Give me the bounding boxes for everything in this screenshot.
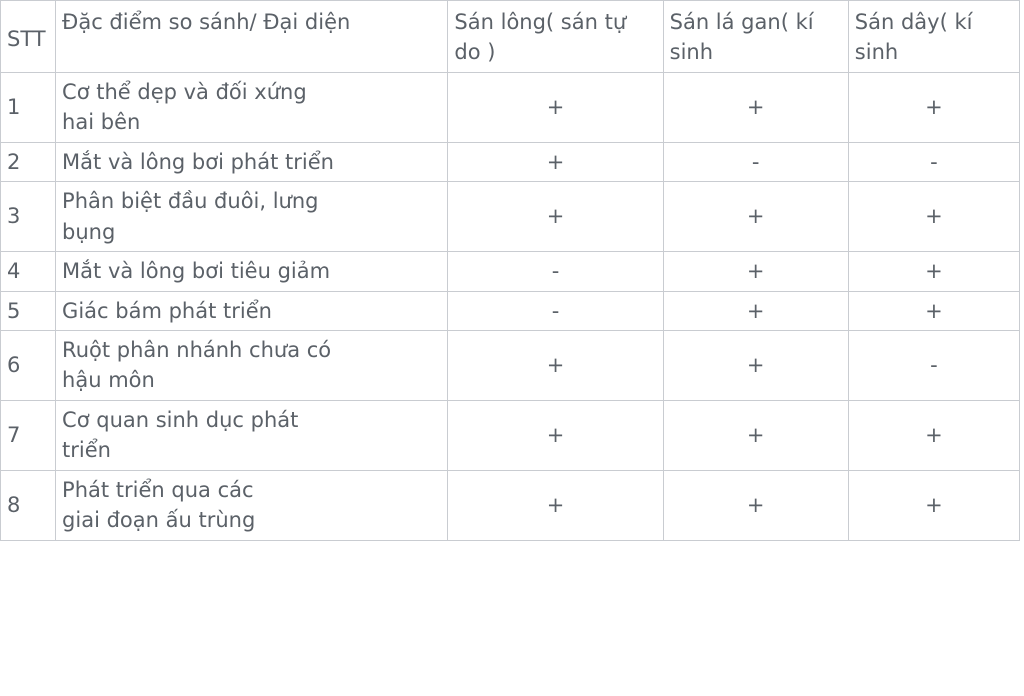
feature-line-1: Giác bám phát triển: [62, 298, 272, 323]
feature-line-1: Phân biệt đầu đuôi, lưng: [62, 189, 319, 214]
cell-san-long: +: [448, 470, 663, 540]
table-row: [1, 400, 1020, 470]
cell-san-day: +: [848, 182, 1019, 252]
feature-line-2: hậu môn: [62, 368, 155, 393]
cell-san-day: -: [848, 330, 1019, 400]
feature-line-1: Ruột phân nhánh chưa có: [62, 337, 332, 362]
cell-san-la-gan: +: [663, 330, 848, 400]
cell-san-day: +: [848, 470, 1019, 540]
cell-san-long: -: [448, 291, 663, 330]
row-index: 2: [1, 142, 56, 181]
row-index: 1: [1, 72, 56, 142]
cell-san-long: +: [448, 72, 663, 142]
row-index: 7: [1, 400, 56, 470]
cell-san-la-gan: +: [663, 400, 848, 470]
cell-san-la-gan: -: [663, 142, 848, 181]
cell-san-long: +: [448, 182, 663, 252]
table-row: [1, 252, 1020, 291]
row-feature: [56, 142, 448, 181]
feature-line-1: Cơ quan sinh dục phát: [62, 407, 299, 432]
row-feature: [56, 252, 448, 291]
cell-san-la-gan: +: [663, 291, 848, 330]
cell-san-day: +: [848, 72, 1019, 142]
table-row: [1, 330, 1020, 400]
cell-san-long: +: [448, 330, 663, 400]
row-feature: [56, 330, 448, 400]
cell-san-la-gan: +: [663, 182, 848, 252]
feature-line-2: triển: [62, 438, 111, 463]
feature-line-1: Mắt và lông bơi tiêu giảm: [62, 259, 331, 284]
header-san-day: Sán dây( kí sinh: [848, 1, 1019, 73]
feature-line-2: hai bên: [62, 110, 141, 135]
cell-san-day: -: [848, 142, 1019, 181]
header-feature: Đặc điểm so sánh/ Đại diện: [56, 1, 448, 73]
table-row: [1, 291, 1020, 330]
cell-san-long: +: [448, 142, 663, 181]
table-header-row: [1, 1, 1020, 73]
header-stt: STT: [1, 1, 56, 73]
cell-san-day: +: [848, 291, 1019, 330]
row-index: 6: [1, 330, 56, 400]
cell-san-la-gan: +: [663, 470, 848, 540]
cell-san-la-gan: +: [663, 72, 848, 142]
header-san-long: Sán lông( sán tự do ): [448, 1, 663, 73]
row-index: 4: [1, 252, 56, 291]
table-row: [1, 182, 1020, 252]
table-row: [1, 142, 1020, 181]
table-row: [1, 470, 1020, 540]
row-index: 3: [1, 182, 56, 252]
row-index: 5: [1, 291, 56, 330]
cell-san-long: +: [448, 400, 663, 470]
row-index: 8: [1, 470, 56, 540]
row-feature: [56, 400, 448, 470]
feature-line-1: Phát triển qua các: [62, 477, 254, 502]
row-feature: [56, 72, 448, 142]
cell-san-la-gan: +: [663, 252, 848, 291]
feature-line-1: Mắt và lông bơi phát triển: [62, 149, 334, 174]
feature-line-1: Cơ thể dẹp và đối xứng: [62, 79, 307, 104]
cell-san-day: +: [848, 400, 1019, 470]
row-feature: [56, 291, 448, 330]
cell-san-day: +: [848, 252, 1019, 291]
feature-line-2: bụng: [62, 219, 116, 244]
row-feature: [56, 182, 448, 252]
row-feature: [56, 470, 448, 540]
feature-line-2: giai đoạn ấu trùng: [62, 508, 256, 533]
table-row: [1, 72, 1020, 142]
cell-san-long: -: [448, 252, 663, 291]
header-san-la-gan: Sán lá gan( kí sinh: [663, 1, 848, 73]
